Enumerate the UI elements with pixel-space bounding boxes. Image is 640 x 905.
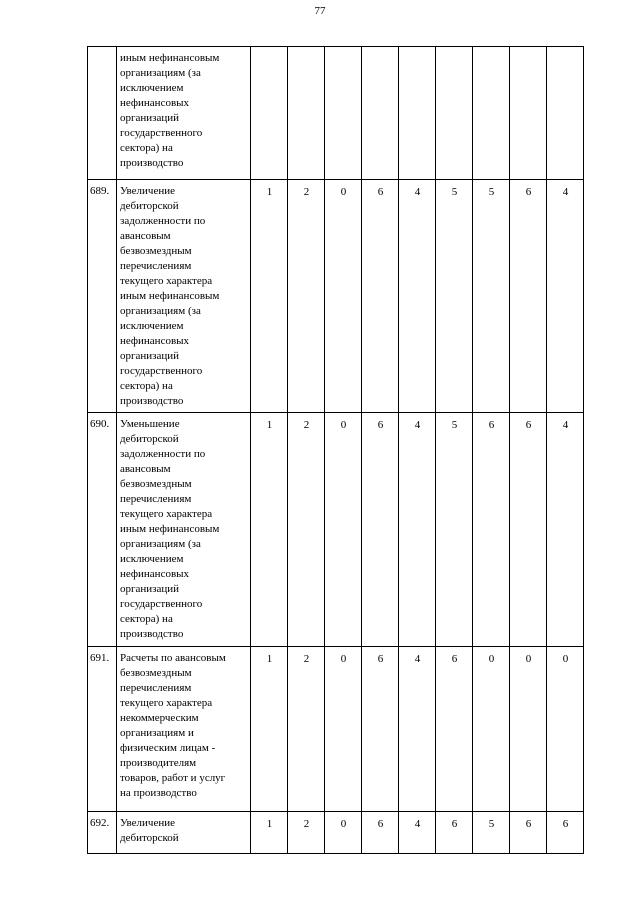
- description-line: авансовым: [120, 230, 171, 242]
- description-line: государственного: [120, 598, 203, 610]
- description-line: организациям (за: [120, 67, 201, 79]
- code-digit: 6: [473, 413, 510, 647]
- code-digit: 5: [473, 180, 510, 413]
- description-line: иным нефинансовым: [120, 52, 220, 64]
- description-line: Уменьшение: [120, 418, 180, 430]
- page-number: 77: [314, 5, 326, 17]
- code-digit: 1: [251, 180, 288, 413]
- description-line: авансовым: [120, 463, 171, 475]
- code-digit: 6: [510, 413, 547, 647]
- description-line: текущего характера: [120, 508, 213, 520]
- code-digit: 2: [288, 647, 325, 812]
- description-line: нефинансовых: [120, 568, 190, 580]
- code-digit: 0: [325, 413, 362, 647]
- code-digit: 4: [399, 812, 436, 854]
- row-number: 691.: [88, 647, 117, 812]
- code-digit: 6: [510, 180, 547, 413]
- row-number: 692.: [88, 812, 117, 854]
- code-digit: 2: [288, 812, 325, 854]
- code-digit: [362, 47, 399, 180]
- table-row: [88, 180, 584, 413]
- description-line: организаций: [120, 583, 180, 595]
- description-line: исключением: [120, 82, 184, 94]
- code-digit: 0: [510, 647, 547, 812]
- description-line: производство: [120, 395, 184, 407]
- description-line: дебиторской: [120, 200, 179, 212]
- code-digit: [436, 47, 473, 180]
- code-digit: [251, 47, 288, 180]
- description-line: текущего характера: [120, 275, 213, 287]
- code-digit: [547, 47, 584, 180]
- code-digit: 6: [436, 812, 473, 854]
- description-line: Расчеты по авансовым: [120, 652, 226, 664]
- row-description: [117, 413, 251, 647]
- description-line: безвозмездным: [120, 667, 192, 679]
- code-digit: 5: [473, 812, 510, 854]
- code-digit: 4: [399, 413, 436, 647]
- description-line: Увеличение: [120, 817, 176, 829]
- code-digit: 0: [325, 180, 362, 413]
- table-row: [88, 47, 584, 180]
- code-digit: 6: [510, 812, 547, 854]
- code-digit: 5: [436, 180, 473, 413]
- description-line: сектора) на: [120, 613, 173, 625]
- code-digit: 0: [325, 647, 362, 812]
- description-line: исключением: [120, 320, 184, 332]
- description-line: физическим лицам -: [120, 742, 216, 754]
- description-line: сектора) на: [120, 380, 173, 392]
- description-line: товаров, работ и услуг: [120, 772, 226, 784]
- description-line: организаций: [120, 112, 180, 124]
- description-line: государственного: [120, 127, 203, 139]
- description-line: производство: [120, 157, 184, 169]
- description-line: государственного: [120, 365, 203, 377]
- code-digit: 1: [251, 413, 288, 647]
- description-line: некоммерческим: [120, 712, 199, 724]
- description-line: нефинансовых: [120, 97, 190, 109]
- code-digit: 0: [325, 812, 362, 854]
- table-row: [88, 812, 584, 854]
- code-digit: 4: [399, 647, 436, 812]
- code-digit: 6: [436, 647, 473, 812]
- description-line: перечислениям: [120, 493, 192, 505]
- code-digit: 2: [288, 413, 325, 647]
- description-line: безвозмездным: [120, 245, 192, 257]
- code-digit: 5: [436, 413, 473, 647]
- description-line: дебиторской: [120, 832, 179, 844]
- description-line: перечислениям: [120, 260, 192, 272]
- code-digit: 4: [399, 180, 436, 413]
- description-line: задолженности по: [120, 215, 206, 227]
- description-line: иным нефинансовым: [120, 523, 220, 535]
- code-digit: 6: [362, 647, 399, 812]
- row-description: [117, 47, 251, 180]
- row-description: [117, 647, 251, 812]
- description-line: текущего характера: [120, 697, 213, 709]
- code-digit: 0: [547, 647, 584, 812]
- code-digit: [399, 47, 436, 180]
- classification-codes-table: [87, 46, 584, 854]
- row-number: 690.: [88, 413, 117, 647]
- code-digit: 6: [362, 413, 399, 647]
- code-digit: 1: [251, 647, 288, 812]
- code-digit: [288, 47, 325, 180]
- description-line: перечислениям: [120, 682, 192, 694]
- code-digit: 6: [547, 812, 584, 854]
- row-description: [117, 812, 251, 854]
- description-line: дебиторской: [120, 433, 179, 445]
- description-line: иным нефинансовым: [120, 290, 220, 302]
- code-digit: 0: [473, 647, 510, 812]
- description-line: производителям: [120, 757, 197, 769]
- description-line: организациям и: [120, 727, 194, 739]
- description-line: производство: [120, 628, 184, 640]
- row-number: 689.: [88, 180, 117, 413]
- code-digit: [325, 47, 362, 180]
- code-digit: 6: [362, 180, 399, 413]
- description-line: нефинансовых: [120, 335, 190, 347]
- description-line: на производство: [120, 787, 197, 799]
- table-row: [88, 647, 584, 812]
- code-digit: 4: [547, 180, 584, 413]
- code-digit: 4: [547, 413, 584, 647]
- description-line: задолженности по: [120, 448, 206, 460]
- code-digit: 2: [288, 180, 325, 413]
- description-line: организациям (за: [120, 538, 201, 550]
- description-line: сектора) на: [120, 142, 173, 154]
- description-line: организаций: [120, 350, 180, 362]
- description-line: организациям (за: [120, 305, 201, 317]
- table-row: [88, 413, 584, 647]
- row-number: [88, 47, 117, 180]
- code-digit: 1: [251, 812, 288, 854]
- row-description: [117, 180, 251, 413]
- description-line: безвозмездным: [120, 478, 192, 490]
- description-line: Увеличение: [120, 185, 176, 197]
- code-digit: [510, 47, 547, 180]
- code-digit: 6: [362, 812, 399, 854]
- description-line: исключением: [120, 553, 184, 565]
- code-digit: [473, 47, 510, 180]
